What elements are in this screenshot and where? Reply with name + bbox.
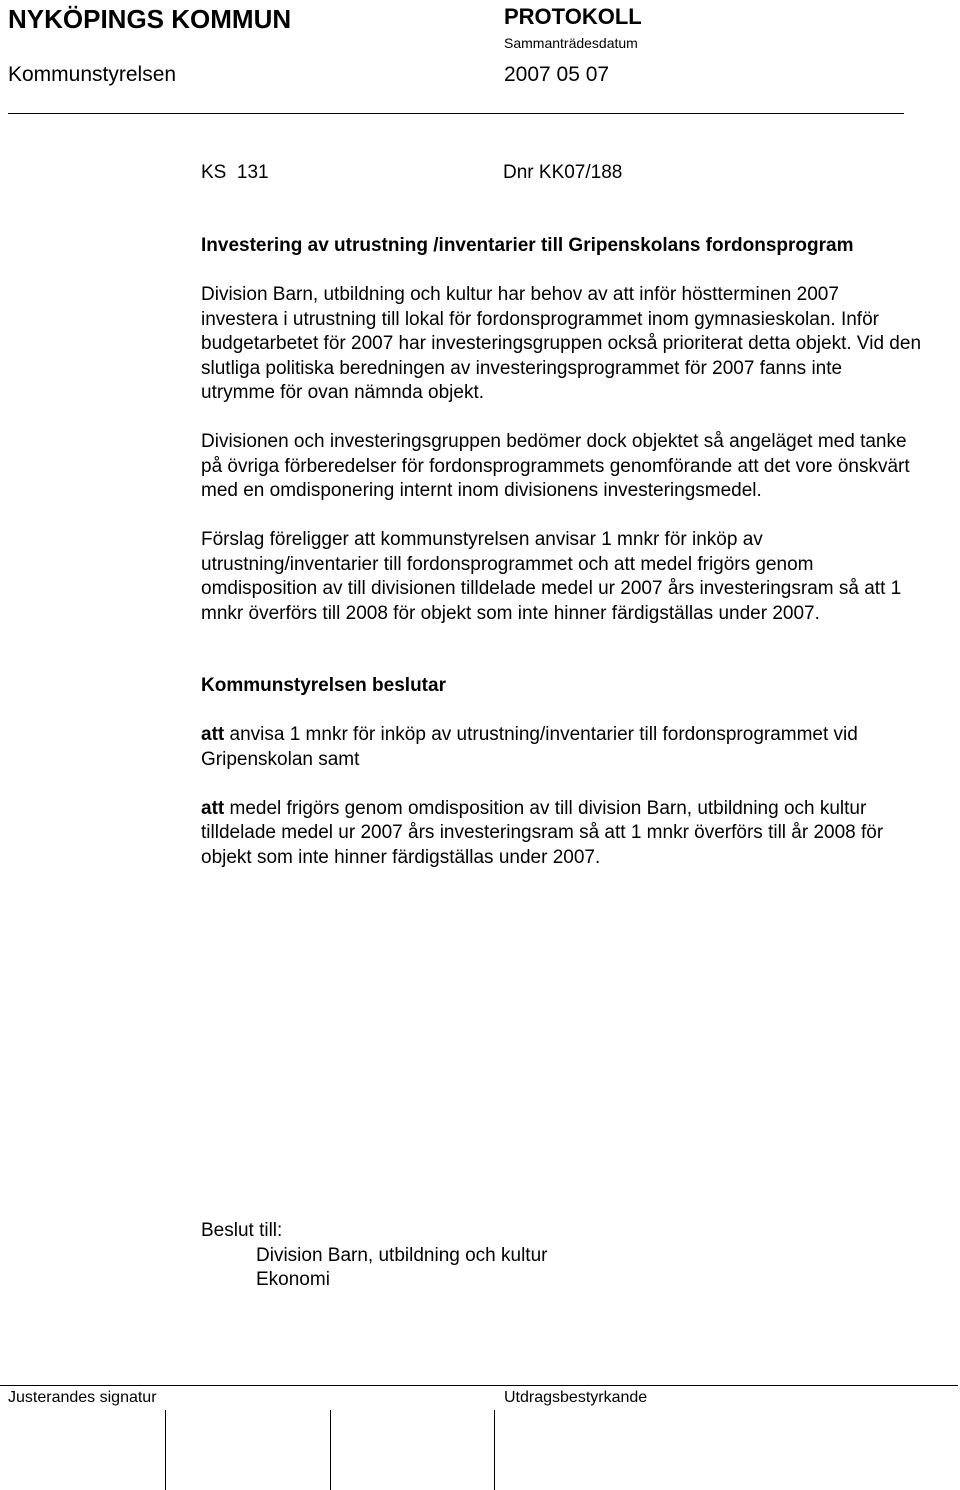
- body-paragraph: Förslag föreligger att kommunstyrelsen anvisar 1 mnkr för inköp av utrustning/inventarier till fordonsprogrammet och att medel frigörs genom omdisposition av till divisionen tilldelade medel ur 2007 års investeringsram så att 1 mnkr överförs till 2008 för objekt som inte hinner färdigställas under 2007.: [201, 529, 902, 624]
- decision-item-lead: att: [201, 724, 225, 745]
- decision-item-text: anvisa 1 mnkr för inköp av utrustning/inventarier till fordonsprogrammet vid Gripenskolan samt: [201, 724, 858, 770]
- document-body: [201, 234, 921, 895]
- case-reference-number: Dnr KK07/188: [503, 162, 623, 183]
- meeting-date: 2007 05 07: [504, 63, 610, 86]
- footer-divider: [0, 1385, 958, 1386]
- page-title: Investering av utrustning /inventarier till Gripenskolans fordonsprogram: [201, 235, 854, 256]
- signature-box-divider: [494, 1410, 495, 1490]
- header-divider: [8, 113, 904, 114]
- decision-item: [201, 723, 921, 772]
- body-paragraph: Division Barn, utbildning och kultur har behov av att inför höstterminen 2007 investera i utrustning till lokal för fordonsprogrammet inom gymnasieskolan. Inför budgetarbetet för 2007 har investeringsgruppen också prioriterat detta objekt. Vid den slutliga politiska beredningen av investeringsprogrammet för 2007 fanns inte utrymme för ovan nämnda objekt.: [201, 284, 922, 403]
- recipients-block: [201, 1219, 548, 1293]
- decision-item-text: medel frigörs genom omdisposition av till division Barn, utbildning och kultur tilldelade medel ur 2007 års investeringsram så att 1 mnkr överförs till år 2008 för objekt som inte hinner färdigställas under 2007.: [201, 797, 884, 868]
- meeting-date-label: Sammanträdesdatum: [504, 35, 638, 51]
- section-number: KS 131: [201, 162, 269, 183]
- extract-certification-label: Utdragsbestyrkande: [504, 1389, 648, 1406]
- signature-box-divider: [165, 1410, 166, 1490]
- body-paragraph: Divisionen och investeringsgruppen bedömer dock objektet så angeläget med tanke på övriga förberedelser för fordonsprogrammets genomförande att det vore önskvärt med en omdisponering internt inom divisionens investeringsmedel.: [201, 431, 910, 501]
- document-type: PROTOKOLL: [504, 4, 642, 29]
- recipient-item: Ekonomi: [256, 1269, 330, 1290]
- recipients-label: Beslut till:: [201, 1220, 283, 1241]
- signature-box-divider: [330, 1410, 331, 1490]
- recipient-item: Division Barn, utbildning och kultur: [256, 1244, 548, 1266]
- municipality-name: NYKÖPINGS KOMMUN: [8, 4, 292, 34]
- decision-heading: Kommunstyrelsen beslutar: [201, 675, 446, 696]
- decision-item-lead: att: [201, 797, 225, 819]
- committee-name: Kommunstyrelsen: [8, 63, 177, 86]
- signature-label: Justerandes signatur: [8, 1389, 157, 1406]
- decision-item: [201, 797, 921, 871]
